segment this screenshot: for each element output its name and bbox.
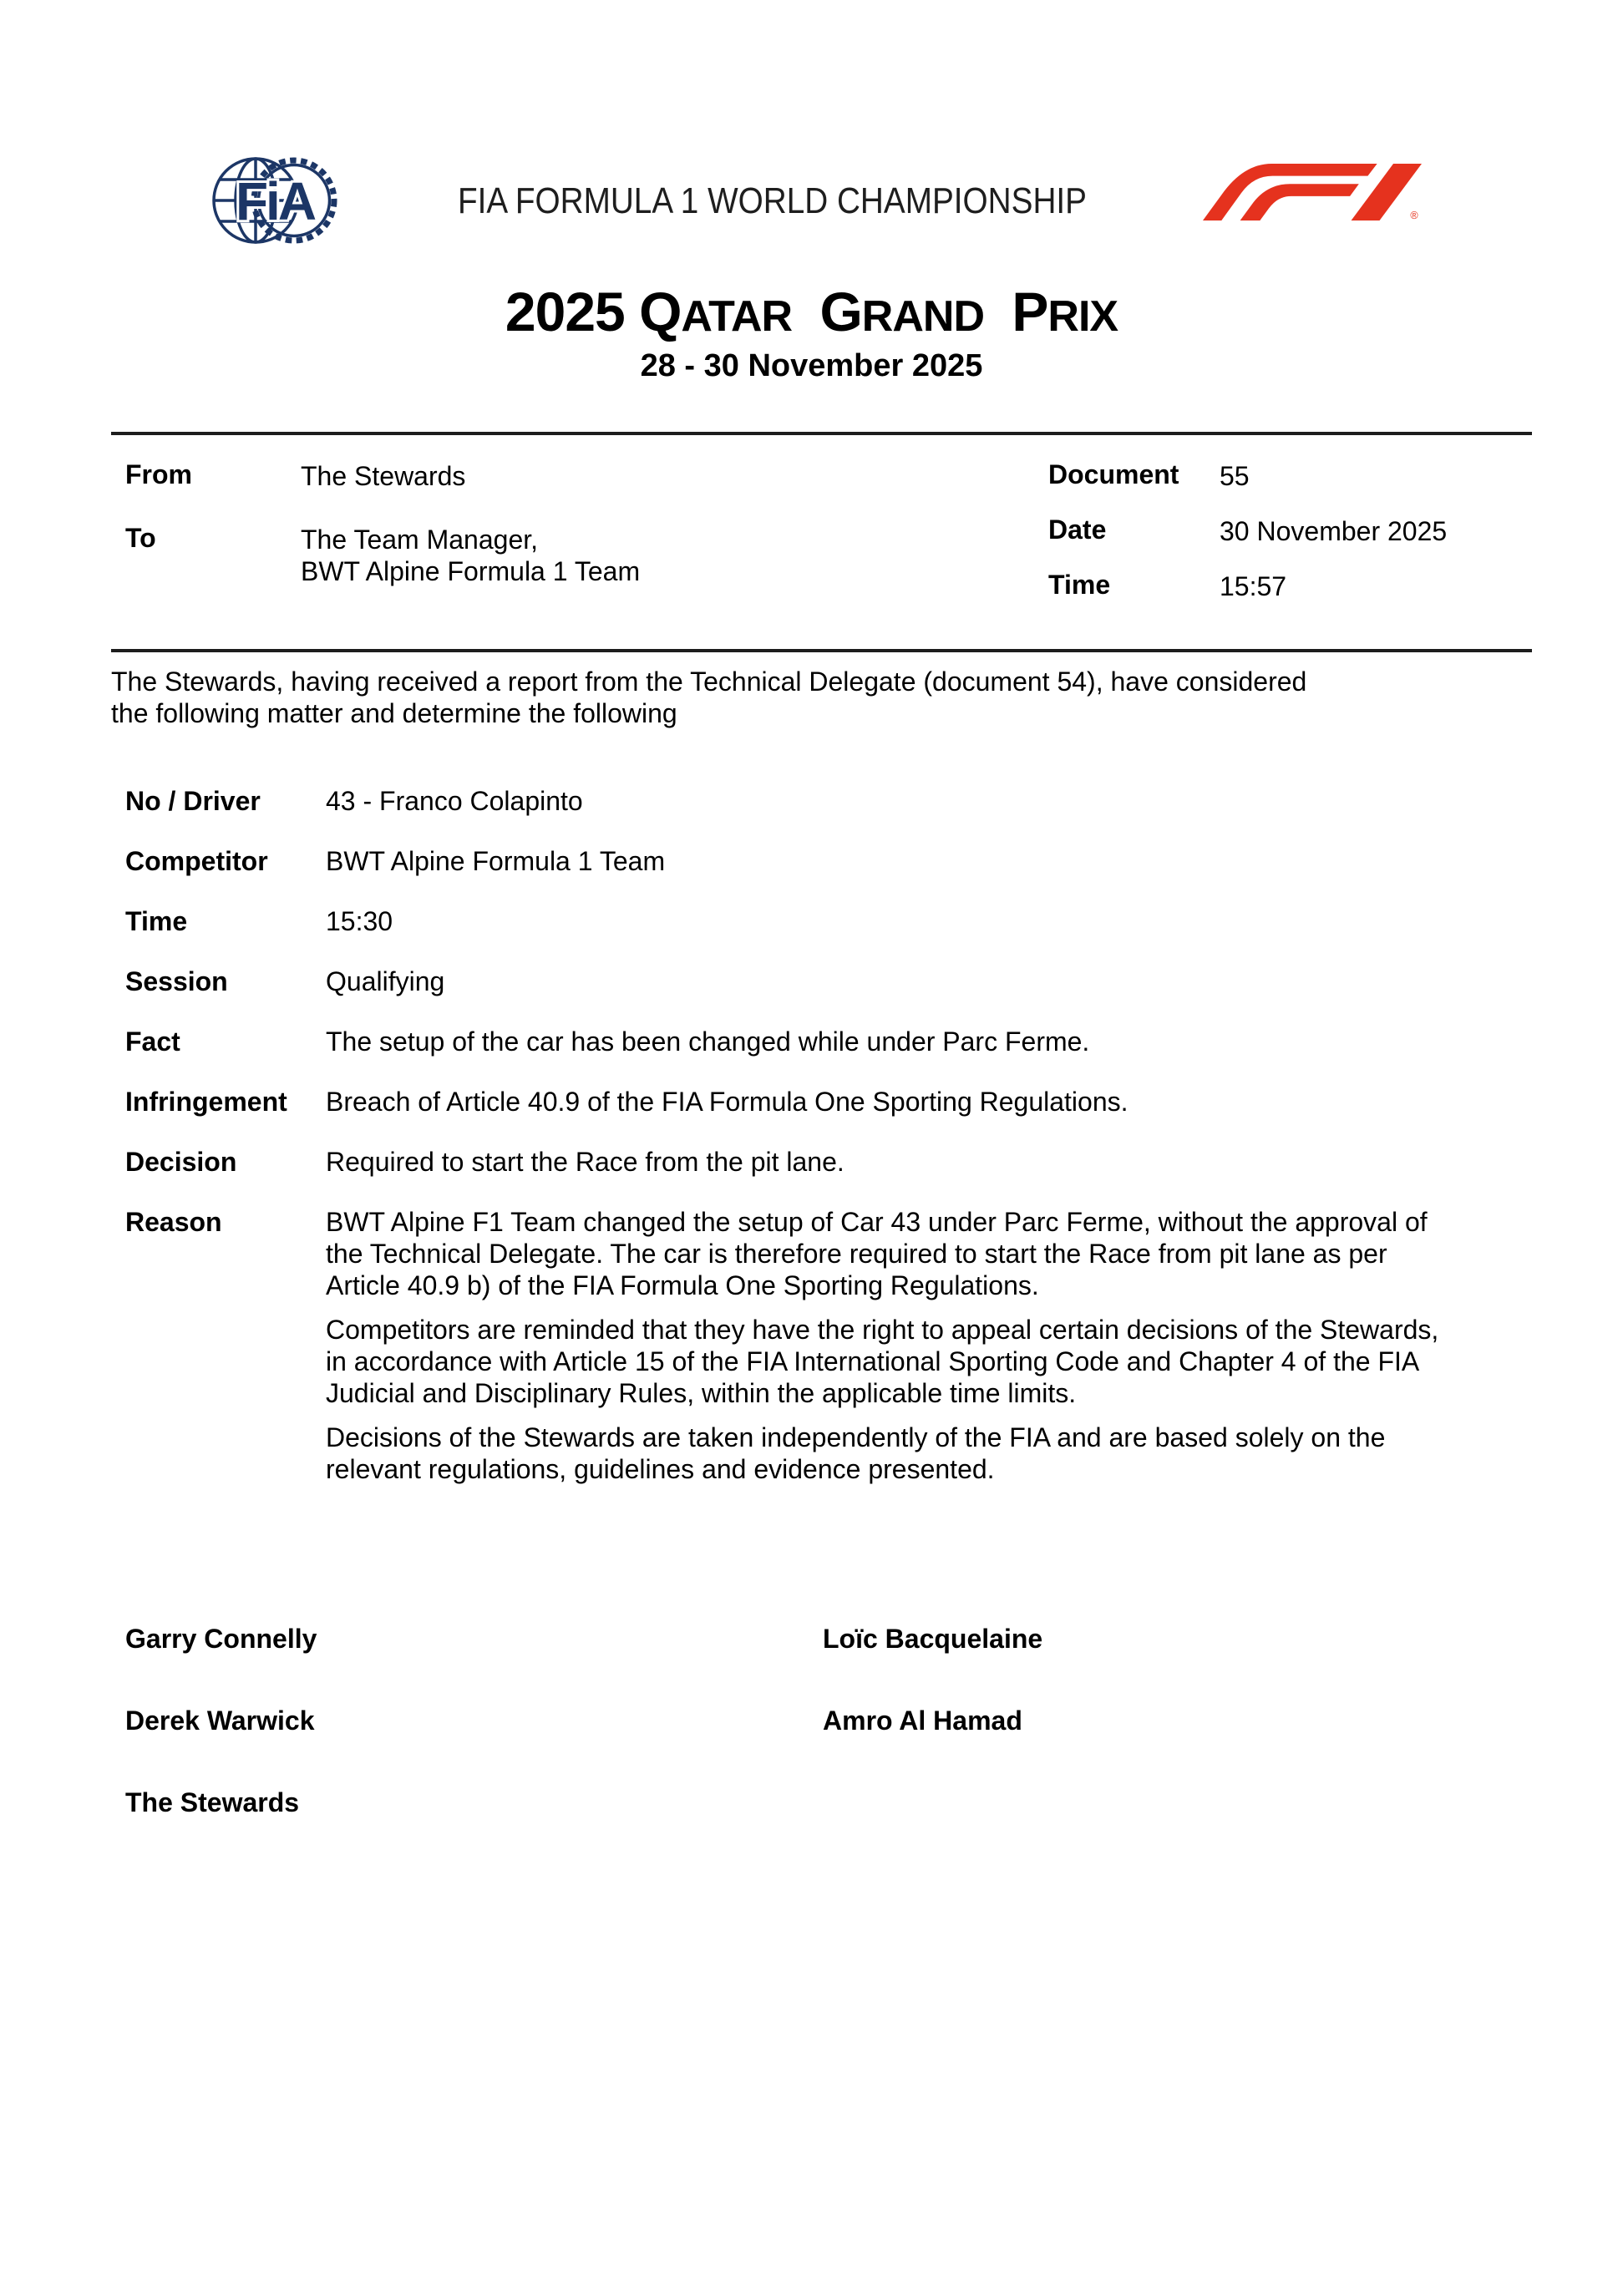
- meta-to-line2: BWT Alpine Formula 1 Team: [301, 556, 641, 586]
- field-label: Infringement: [125, 1087, 287, 1117]
- signature-steward: Derek Warwick: [125, 1706, 315, 1736]
- meta-from-label: From: [125, 459, 192, 489]
- f1-registered-mark: ®: [1410, 210, 1418, 220]
- title-word-part: P: [1012, 281, 1048, 342]
- title-word-part: RIX: [1047, 292, 1118, 341]
- field-value: 43 - Franco Colapinto: [326, 786, 583, 816]
- field-row-competitor: [125, 845, 1462, 877]
- f1-logo-icon: [1203, 164, 1422, 220]
- meta-from-value: The Stewards: [301, 461, 466, 491]
- meta-to-value: [301, 524, 640, 587]
- stewards-signoff: The Stewards: [125, 1787, 300, 1817]
- field-value: Breach of Article 40.9 of the FIA Formula One Sporting Regulations.: [326, 1087, 1128, 1117]
- field-label: No / Driver: [125, 786, 261, 816]
- field-row-fact: [125, 1026, 1462, 1057]
- field-value: 15:30: [326, 906, 393, 936]
- meta-document-label: Document: [1048, 459, 1179, 489]
- divider-bottom: [111, 649, 1532, 652]
- field-row-time: [125, 905, 1462, 937]
- event-title-block: [0, 282, 1623, 384]
- meta-date-label: Date: [1048, 514, 1107, 545]
- signature-steward: Loïc Bacquelaine: [823, 1624, 1043, 1654]
- field-value: BWT Alpine Formula 1 Team: [326, 846, 666, 876]
- signature-steward: Garry Connelly: [125, 1624, 317, 1654]
- signature-steward: Amro Al Hamad: [823, 1706, 1022, 1736]
- field-row-infringement: [125, 1086, 1462, 1118]
- title-word-part: 2025 Q: [505, 281, 682, 342]
- field-row-session: [125, 966, 1462, 997]
- field-label: Fact: [125, 1026, 180, 1057]
- field-value: Qualifying: [326, 966, 445, 996]
- reason-paragraph: BWT Alpine F1 Team changed the setup of Car 43 under Parc Ferme, without the approval of the Technical Delegate. The car is therefore required to start the Race from pit lane as per Article 40.9 b) of the FIA Formula One Sporting Regulations.: [326, 1207, 1428, 1300]
- reason-paragraph: Competitors are reminded that they have the right to appeal certain decisions of the Stewards, in accordance with Article 15 of the FIA International Sporting Code and Chapter 4 of the FIA Judicial and Disciplinary Rules, within the applicable time limits.: [326, 1315, 1439, 1408]
- event-title: [0, 282, 1623, 346]
- field-row-decision: [125, 1146, 1462, 1178]
- field-row-no-driver: [125, 785, 1462, 817]
- meta-to-label: To: [125, 523, 156, 553]
- meta-to-line1: The Team Manager,: [301, 525, 539, 555]
- field-label: Time: [125, 906, 188, 936]
- title-word-part: RAND: [861, 292, 985, 341]
- title-word-part: ATAR: [681, 292, 793, 341]
- meta-time-label: Time: [1048, 570, 1111, 600]
- field-row-reason: [125, 1206, 1462, 1485]
- field-label: Competitor: [125, 846, 268, 876]
- meta-document-value: 55: [1220, 461, 1250, 491]
- field-value: Required to start the Race from the pit lane.: [326, 1147, 844, 1177]
- field-value: The setup of the car has been changed while under Parc Ferme.: [326, 1026, 1090, 1057]
- field-label: Reason: [125, 1207, 222, 1237]
- decision-fields: [125, 785, 1462, 1513]
- field-label: Session: [125, 966, 228, 996]
- intro-paragraph: The Stewards, having received a report from the Technical Delegate (document 54), have considered the following matter and determine the following: [111, 666, 1307, 728]
- title-word-part: G: [819, 281, 862, 342]
- fia-monogram-text: FiA: [235, 171, 315, 231]
- divider-top: [111, 432, 1532, 435]
- field-value: [326, 1206, 1458, 1485]
- reason-paragraph: Decisions of the Stewards are taken independently of the FIA and are based solely on the relevant regulations, guidelines and evidence presented.: [326, 1422, 1386, 1484]
- meta-date-value: 30 November 2025: [1220, 516, 1448, 546]
- field-label: Decision: [125, 1147, 237, 1177]
- event-dates: 28 - 30 November 2025: [640, 348, 983, 383]
- meta-time-value: 15:57: [1220, 571, 1287, 601]
- fia-logo-icon: [209, 155, 341, 246]
- championship-title: FIA FORMULA 1 WORLD CHAMPIONSHIP: [458, 180, 1088, 221]
